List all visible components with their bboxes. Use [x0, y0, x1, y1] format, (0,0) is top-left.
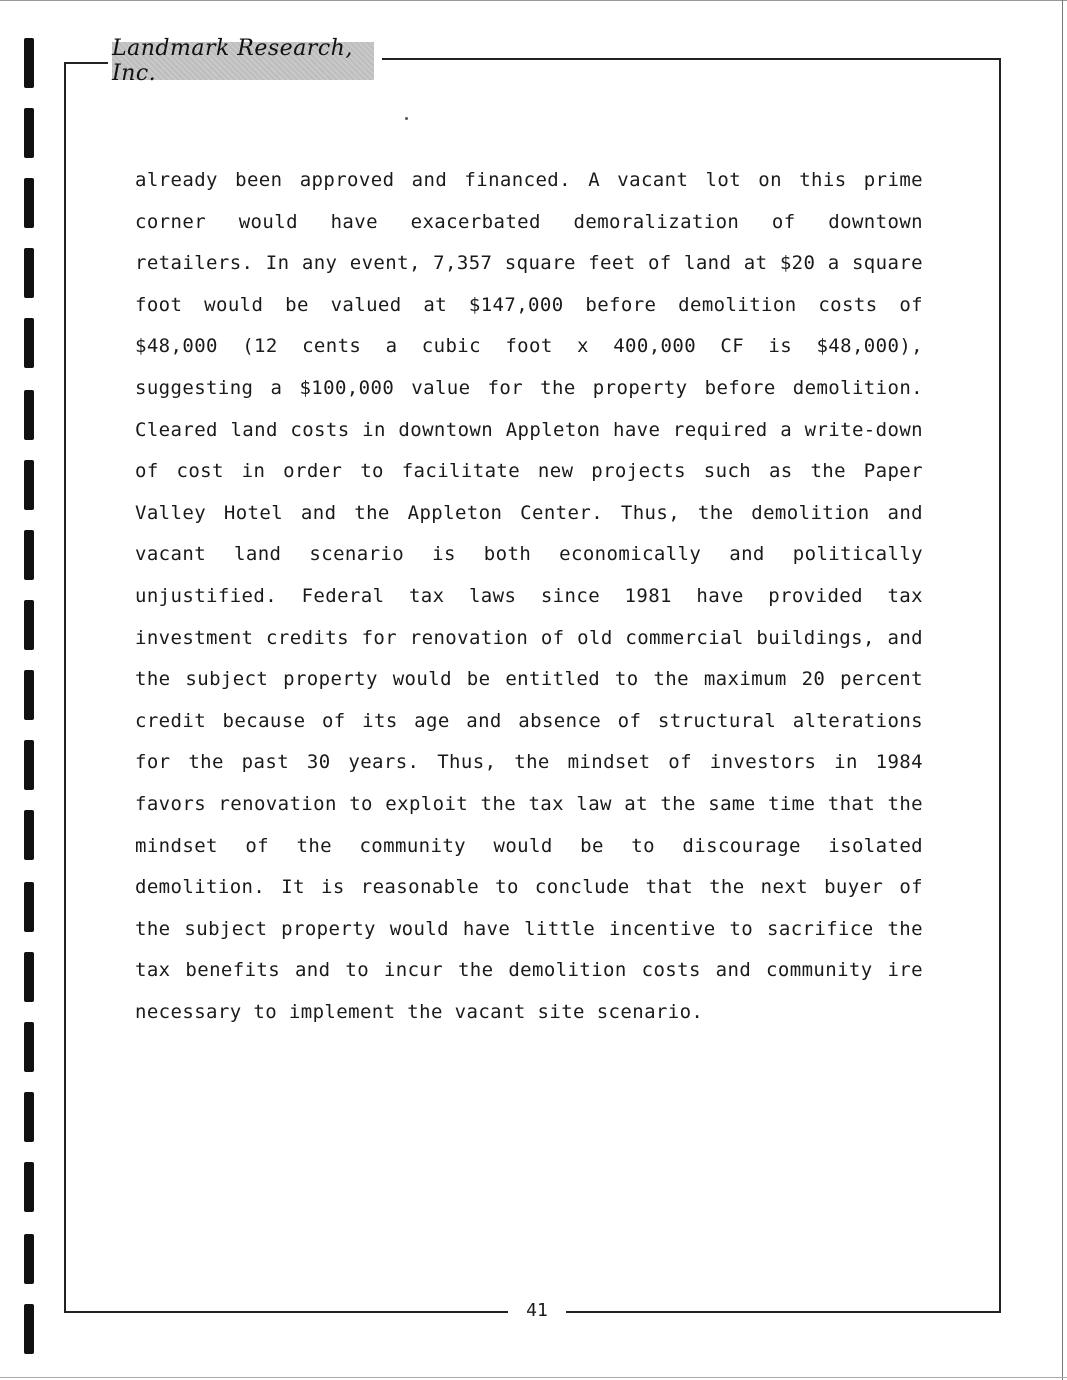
page-edge-bottom: [0, 1377, 1067, 1378]
binding-hole: [24, 1304, 34, 1354]
binding-hole: [24, 670, 34, 720]
frame-border-top-right: [382, 58, 1001, 60]
frame-border-bottom-left: [64, 1311, 508, 1313]
binding-hole: [24, 390, 34, 440]
page-number: 41: [526, 1300, 548, 1321]
binding-hole: [24, 460, 34, 510]
binding-hole: [24, 108, 34, 158]
binding-hole: [24, 882, 34, 932]
binding-hole: [24, 1234, 34, 1284]
binding-hole: [24, 38, 34, 88]
frame-border-left: [64, 62, 66, 1312]
stray-mark: [405, 117, 408, 120]
binding-hole: [24, 318, 34, 368]
frame-border-top-left: [64, 62, 108, 64]
company-logo: [112, 36, 374, 86]
frame-border-right: [999, 58, 1001, 1312]
binding-hole: [24, 530, 34, 580]
binding-hole: [24, 740, 34, 790]
binding-hole: [24, 1162, 34, 1212]
binding-hole: [24, 810, 34, 860]
body-paragraph: already been approved and financed. A vacant lot on this prime corner would have exacerbated demoralization of downtown retailers. In any event, 7,357 square feet of land at $20 a square foot would be valued at $147,000 before demolition costs of $48,000 (12 cents a cubic foot x 400,000 CF is $48,000), suggesting a $100,000 value for the property before demolition. Cleared land costs in downtown Appleton have required a write-down of cost in order to facilitate new projects such as the Paper Valley Hotel and the Appleton Center. Thus, the demolition and vacant land scenario is both economically and politically unjustified. Federal tax laws since 1981 have provided tax investment credits for renovation of old commercial buildings, and the subject property would be entitled to the maximum 20 percent credit because of its age and absence of structural alterations for the past 30 years. Thus, the mindset of investors in 1984 favors renovation to exploit the tax law at the same time that the mindset of the community would be to discourage isolated demolition. It is reasonable to conclude that the next buyer of the subject property would have little incentive to sacrifice the tax benefits and to incur the demolition costs and community ire necessary to implement the vacant site scenario.: [135, 169, 923, 1023]
binding-hole: [24, 600, 34, 650]
binding-hole: [24, 1022, 34, 1072]
binding-hole: [24, 248, 34, 298]
page-edge-top: [0, 0, 1067, 1]
page-edge-right: [1062, 0, 1063, 1380]
binding-hole: [24, 1092, 34, 1142]
company-logo-text: Landmark Research, Inc.: [112, 36, 353, 86]
binding-hole: [24, 178, 34, 228]
binding-hole: [24, 952, 34, 1002]
binding-holes: [0, 0, 50, 1380]
frame-border-bottom-right: [566, 1311, 1001, 1313]
